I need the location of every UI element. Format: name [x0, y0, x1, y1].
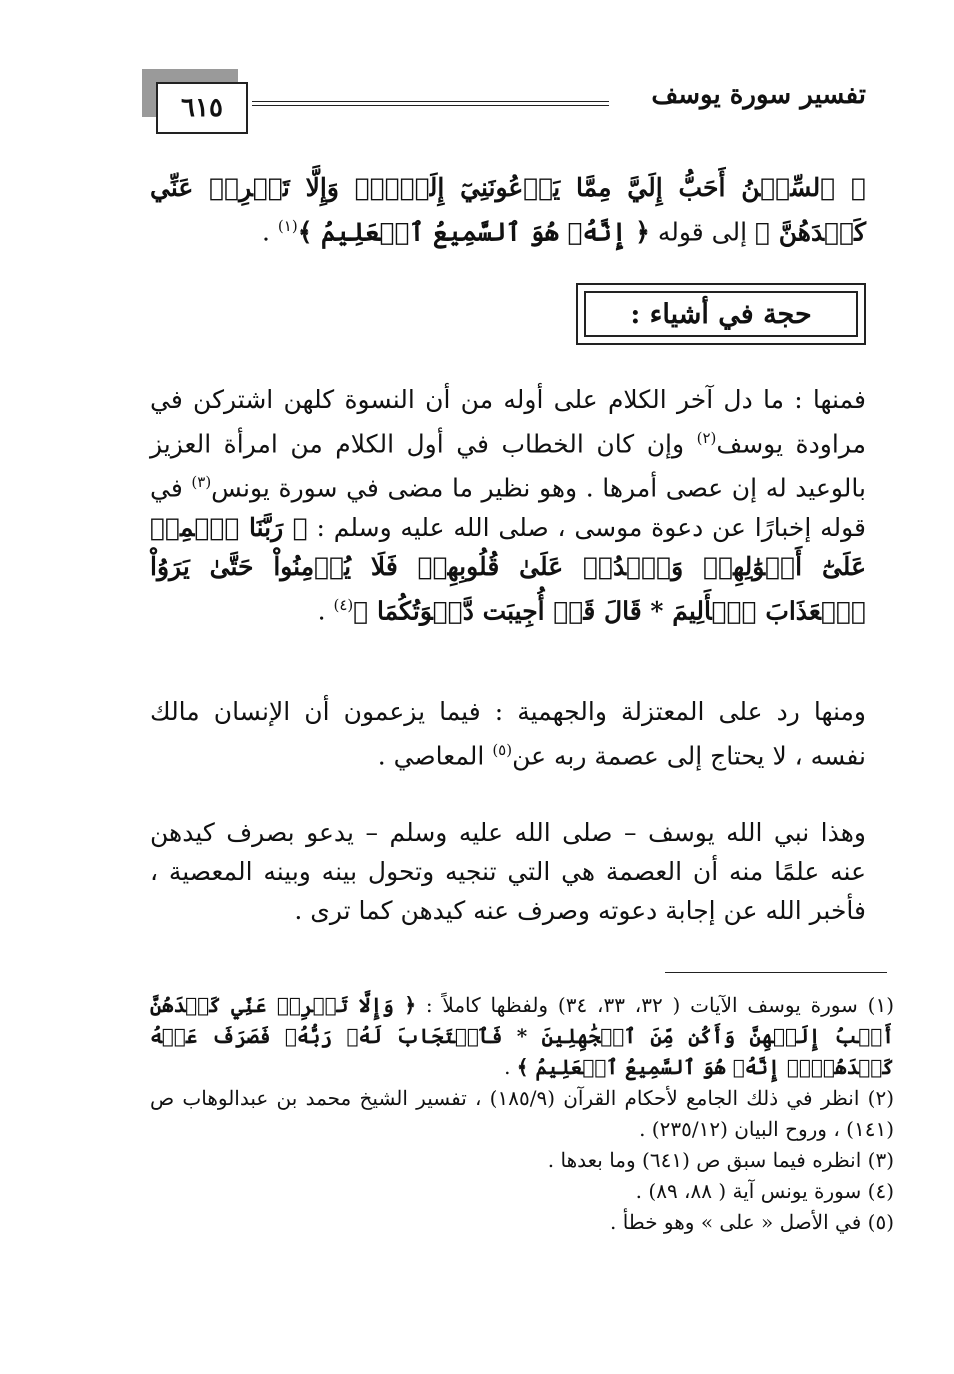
footnote-4: [150, 1176, 894, 1207]
quran-verse: ﴿ ٱلسِّجۡنُ أَحَبُّ إِلَيَّ مِمَّا يَدۡعُونَنِيٓ إِلَيۡهِۖ وَإِلَّا تَصۡرِفۡ عَنِّي كَيۡدَهُنَّ ﴾: [150, 173, 866, 247]
continuation-paragraph: [150, 168, 866, 251]
running-header-title: تفسير سورة يوسف: [651, 80, 866, 110]
footnote-ref: (٢): [696, 429, 717, 447]
text-segment: فمنها : ما دل آخر الكلام على أوله من أن النسوة كلهن اشتركن في مراودة يوسف: [150, 385, 866, 459]
footnote-text: انظره فيما سبق ص (٦٤١) وما بعدها .: [547, 1148, 862, 1172]
text-segment: في قوله إخبارًا عن دعوة موسى ، صلى الله عليه وسلم :: [150, 473, 866, 542]
footnote-ref: (٤): [333, 595, 354, 614]
footnote-number: (٣): [867, 1148, 894, 1172]
quran-verse: ﴿ وَإِلَّا تَصۡرِفۡ عَنِّي كَيۡدَهُنَّ أَصۡبُ إِلَيۡهِنَّ وَأَكُن مِّنَ ٱلۡجَٰهِلِينَ * فَٱسۡتَجَابَ لَهُۥ رَبُّهُۥ فَصَرَفَ عَنۡهُ كَيۡدَهُنَّۚ إِنَّهُۥ هُوَ ٱلسَّمِيعُ ٱلۡعَلِيمُ ﴾: [150, 993, 894, 1079]
footnote-number: (٤): [867, 1179, 894, 1203]
footnote-ref: (٣): [191, 473, 212, 492]
quran-verse: ﴿ إِنَّهُۥ هُوَ ٱلسَّمِيعُ ٱلۡعَلِيمُ ﴾: [297, 217, 650, 247]
paragraph-3: [150, 813, 866, 930]
paragraph-1: [150, 380, 866, 630]
footnote-3: [150, 1145, 894, 1176]
footnote-text: سورة يوسف الآيات ( ٣٢، ٣٣، ٣٤) ولفظها كاملاً :: [416, 993, 858, 1017]
text-segment: .: [317, 595, 334, 625]
text-segment: .: [504, 1055, 517, 1079]
text-segment: وهذا نبي الله يوسف – صلى الله عليه وسلم – يدعو بصرف كيدهن عنه علمًا منه أن العصمة هي التي تنجيه وتحول بينه وبينه المعصية ، فأخبر الله عن إجابة دعوته وصرف عنه كيدهن كما ترى .: [150, 818, 866, 925]
footnote-number: (٢): [867, 1086, 894, 1110]
footnotes: [150, 990, 894, 1238]
text-segment: إلى قوله: [649, 217, 756, 247]
text-segment: .: [262, 217, 278, 247]
footnote-1: [150, 990, 894, 1083]
paragraph-2: [150, 692, 866, 775]
header-rule-double: [252, 105, 609, 106]
section-heading-text: حجة في أشياء :: [630, 298, 812, 330]
footnote-text: سورة يونس آية ( ٨٨، ٨٩) .: [635, 1179, 862, 1203]
header-rule: [252, 101, 609, 102]
page-number-box: [156, 82, 248, 134]
footnote-text: في الأصل « على » وهو خطأ .: [609, 1210, 862, 1234]
section-heading: [584, 291, 858, 337]
footnote-separator: [665, 972, 887, 973]
footnote-number: (١): [867, 993, 895, 1017]
quran-verse: ﴿ رَبَّنَا ٱطۡمِسۡ عَلَىٰٓ أَمۡوَٰلِهِمۡ وَٱشۡدُدۡ عَلَىٰ قُلُوبِهِمۡ فَلَا يُؤۡمِنُواْ حَتَّىٰ يَرَوُاْ ٱلۡعَذَابَ ٱلۡأَلِيمَ * قَالَ قَدۡ أُجِيبَت دَّعۡوَتُكُمَا ﴾: [150, 512, 866, 625]
text-segment: المعاصي .: [377, 741, 493, 771]
footnote-number: (٥): [867, 1210, 894, 1234]
text-segment: ومنها رد على المعتزلة والجهمية : فيما يزعمون أن الإنسان مالك نفسه ، لا يحتاج إلى عصمة ربه عن: [150, 697, 866, 771]
footnote-text: انظر في ذلك الجامع لأحكام القرآن (١٨٥/٩) ، تفسير الشيخ محمد بن عبدالوهاب ص (١٤١) ، وروح البيان (٢٣٥/١٢) .: [150, 1086, 894, 1141]
footnote-5: [150, 1207, 894, 1238]
page-number: ٦١٥: [181, 93, 223, 123]
footnote-2: [150, 1083, 894, 1145]
text-segment: وإن كان الخطاب في أول الكلام من امرأة العزيز بالوعيد له إن عصى أمرها . وهو نظير ما مضى في سورة يونس: [150, 429, 866, 503]
footnote-ref: (١): [277, 217, 298, 235]
footnote-ref: (٥): [492, 741, 513, 759]
